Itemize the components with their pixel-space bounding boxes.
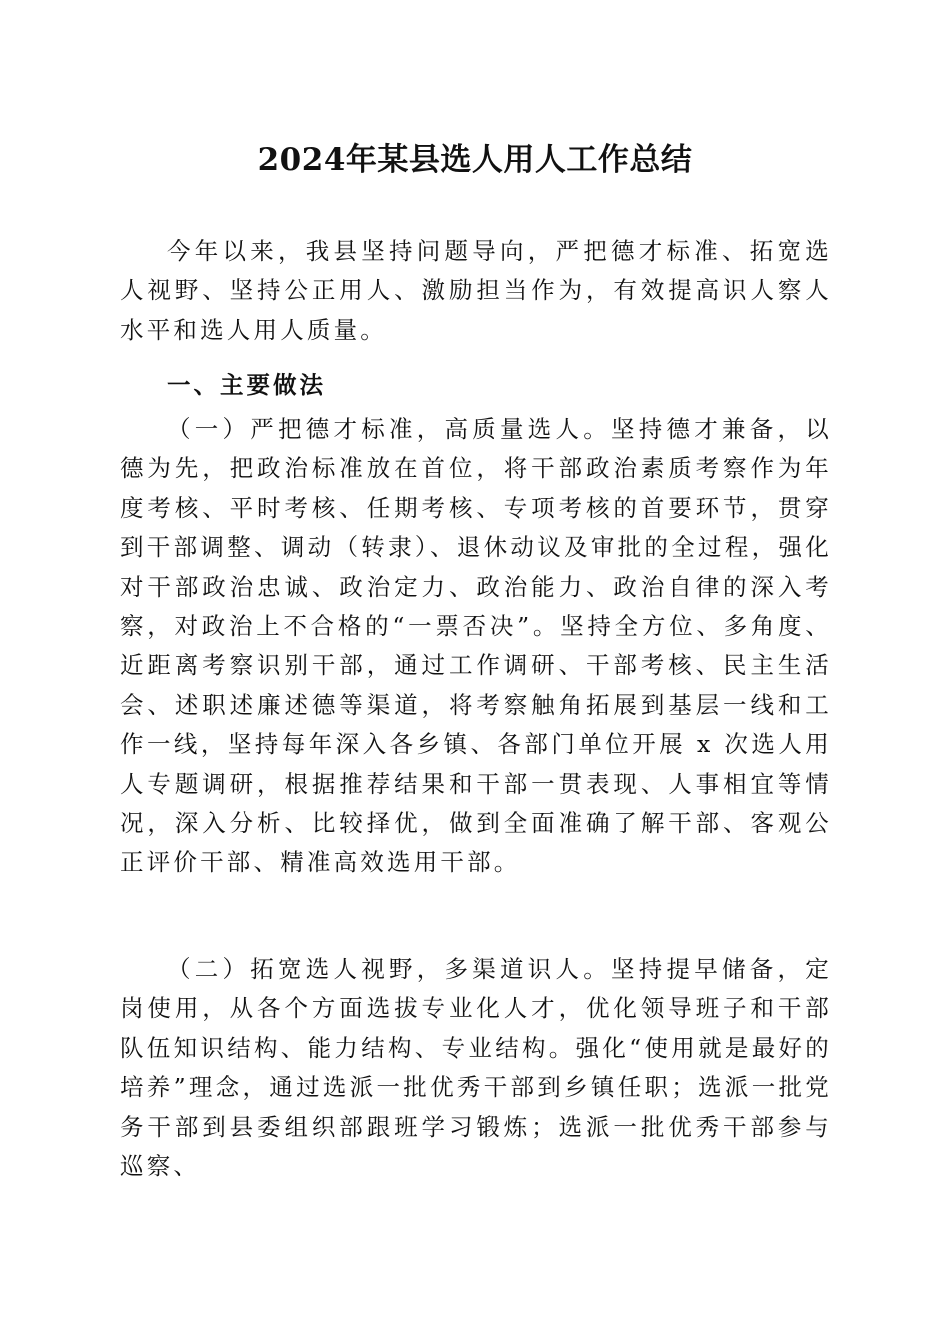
item-1-paragraph: （一）严把德才标准，高质量选人。坚持德才兼备，以德为先，把政治标准放在首位，将干部政治素质考察作为年度考核、平时考核、任期考核、专项考核的首要环节，贯穿到干部调整、调动（转隶）、退休动议及审批的全过程，强化对干部政治忠诚、政治定力、政治能力、政治自律的深入考察，对政治上不合格的“一票否决”。坚持全方位、多角度、近距离考察识别干部，通过工作调研、干部考核、民主生活会、述职述廉述德等渠道，将考察触角拓展到基层一线和工作一线，坚持每年深入各乡镇、各部门单位开展 x 次选人用人专题调研，根据推荐结果和干部一贯表现、人事相宜等情况，深入分析、比较择优，做到全面准确了解干部、客观公正评价干部、精准高效选用干部。 [120,415,832,877]
item-2-paragraph: （二）拓宽选人视野，多渠道识人。坚持提早储备，定岗使用，从各个方面选拔专业化人才，优化领导班子和干部队伍知识结构、能力结构、专业结构。强化“使用就是最好的培养”理念，通过选派一批优秀干部到乡镇任职；选派一批党务干部到县委组织部跟班学习锻炼；选派一批优秀干部参与巡察、 [120,955,832,1181]
document-title: 2024年某县选人用人工作总结 [257,142,693,178]
section-heading: 一、主要做法 [167,371,326,399]
intro-paragraph: 今年以来，我县坚持问题导向，严把德才标准、拓宽选人视野、坚持公正用人、激励担当作为，有效提高识人察人水平和选人用人质量。 [120,237,832,344]
